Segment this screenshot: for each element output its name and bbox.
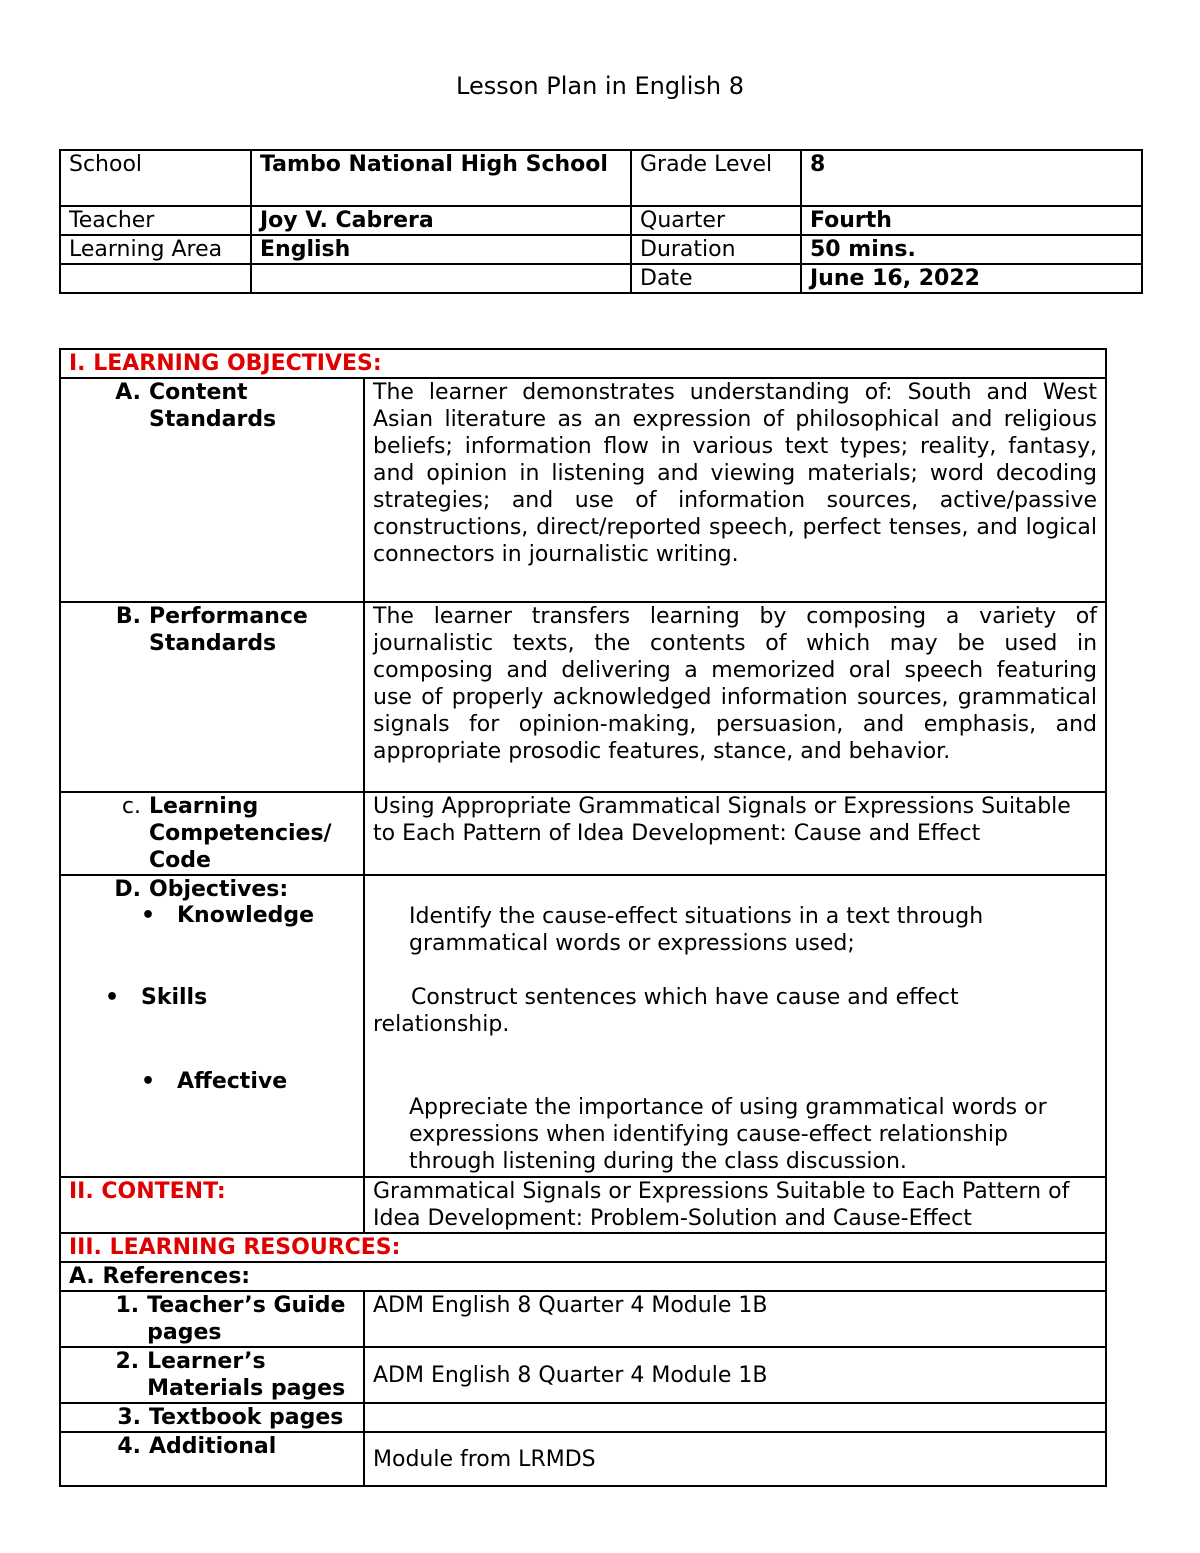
teachers-guide-label: Teacher’s Guide pages (147, 1293, 346, 1345)
objectives-label: Objectives: (149, 877, 289, 902)
objectives-label-cell (60, 875, 364, 1177)
quarter-value: Fourth (801, 206, 1142, 235)
resources-heading-row (60, 1233, 1106, 1262)
content-standards-number: A. (115, 380, 141, 405)
content-standards-label-cell (60, 378, 364, 602)
header-row-teacher (60, 206, 1142, 235)
skills-text: Construct sentences which have cause and effect relationship. (373, 985, 959, 1037)
page-title: Lesson Plan in English 8 (456, 72, 744, 100)
additional-value: Module from LRMDS (364, 1432, 1106, 1486)
knowledge-bullet (141, 902, 314, 929)
skills-bullet (105, 984, 207, 1011)
objectives-text-cell (364, 875, 1106, 1177)
school-value: Tambo National High School (251, 150, 631, 206)
content-row (60, 1177, 1106, 1233)
additional-label-cell (60, 1432, 364, 1486)
empty-cell (60, 264, 251, 293)
learners-materials-value: ADM English 8 Quarter 4 Module 1B (364, 1347, 1106, 1403)
duration-label: Duration (631, 235, 801, 264)
teachers-guide-row (60, 1291, 1106, 1347)
learners-materials-row (60, 1347, 1106, 1403)
bullet-icon: • (141, 1069, 156, 1094)
header-row-date (60, 264, 1142, 293)
performance-standards-row (60, 602, 1106, 792)
teachers-guide-number: 1. (115, 1293, 140, 1318)
learners-materials-number: 2. (115, 1349, 140, 1374)
header-info-table (59, 149, 1143, 294)
quarter-label: Quarter (631, 206, 801, 235)
performance-standards-label-cell (60, 602, 364, 792)
header-row-area (60, 235, 1142, 264)
teachers-guide-label-cell (60, 1291, 364, 1347)
affective-text: Appreciate the importance of using grammatical words or expressions when identifying cause-effect relationship through listening during the class discussion. (409, 1095, 1047, 1174)
performance-standards-number: B. (115, 604, 141, 629)
content-standards-row (60, 378, 1106, 602)
skills-label: Skills (141, 985, 208, 1010)
references-row (60, 1262, 1106, 1291)
competencies-label: Learning Competencies/ Code (149, 794, 332, 873)
textbook-value (364, 1403, 1106, 1432)
content-text: Grammatical Signals or Expressions Suitable to Each Pattern of Idea Development: Problem-Solution and Cause-Effect (364, 1177, 1106, 1233)
lesson-plan-table (59, 348, 1107, 1487)
bullet-icon: • (105, 985, 120, 1010)
duration-value: 50 mins. (801, 235, 1142, 264)
teachers-guide-value: ADM English 8 Quarter 4 Module 1B (364, 1291, 1106, 1347)
content-heading: II. CONTENT: (60, 1177, 364, 1233)
objectives-heading: I. LEARNING OBJECTIVES: (60, 349, 1106, 378)
grade-level-label: Grade Level (631, 150, 801, 206)
competencies-number: c. (121, 794, 141, 819)
knowledge-label: Knowledge (177, 903, 315, 928)
learning-area-value: English (251, 235, 631, 264)
learners-materials-label-cell (60, 1347, 364, 1403)
teacher-value: Joy V. Cabrera (251, 206, 631, 235)
knowledge-text: Identify the cause-effect situations in a text through grammatical words or expressions used; (409, 904, 984, 956)
date-label: Date (631, 264, 801, 293)
competencies-text: Using Appropriate Grammatical Signals or Expressions Suitable to Each Pattern of Idea Development: Cause and Effect (364, 792, 1106, 875)
objectives-row (60, 875, 1106, 1177)
additional-label: Additional (149, 1434, 277, 1459)
textbook-label: Textbook pages (149, 1405, 344, 1430)
empty-cell (251, 264, 631, 293)
performance-standards-label: Performance Standards (149, 604, 308, 656)
content-standards-text: The learner demonstrates understanding of: South and West Asian literature as an expression of philosophical and religious beliefs; information flow in various text types; reality, fantasy, and opinion in listening and viewing materials; word decoding strategies; and use of information sources, active/passive constructions, direct/reported speech, perfect tenses, and logical connectors in journalistic writing. (364, 378, 1106, 602)
bullet-icon: • (141, 903, 156, 928)
textbook-row (60, 1403, 1106, 1432)
affective-label: Affective (177, 1069, 288, 1094)
content-standards-label: Content Standards (149, 380, 277, 432)
header-row-school (60, 150, 1142, 206)
school-label: School (60, 150, 251, 206)
teacher-label: Teacher (60, 206, 251, 235)
textbook-number: 3. (117, 1405, 141, 1430)
resources-heading: III. LEARNING RESOURCES: (60, 1233, 1106, 1262)
competencies-row (60, 792, 1106, 875)
objectives-heading-row (60, 349, 1106, 378)
textbook-label-cell (60, 1403, 364, 1432)
date-value: June 16, 2022 (801, 264, 1142, 293)
competencies-label-cell (60, 792, 364, 875)
objectives-number: D. (114, 877, 141, 902)
performance-standards-text: The learner transfers learning by composing a variety of journalistic texts, the contents of which may be used in composing and delivering a memorized oral speech featuring use of properly acknowledged information sources, grammatical signals for opinion-making, persuasion, and emphasis, and appropriate prosodic features, stance, and behavior. (364, 602, 1106, 792)
additional-row (60, 1432, 1106, 1486)
affective-bullet (141, 1068, 287, 1095)
learning-area-label: Learning Area (60, 235, 251, 264)
learners-materials-label: Learner’s Materials pages (147, 1349, 346, 1401)
additional-number: 4. (117, 1434, 141, 1459)
grade-level-value: 8 (801, 150, 1142, 206)
references-label: A. References: (60, 1262, 1106, 1291)
